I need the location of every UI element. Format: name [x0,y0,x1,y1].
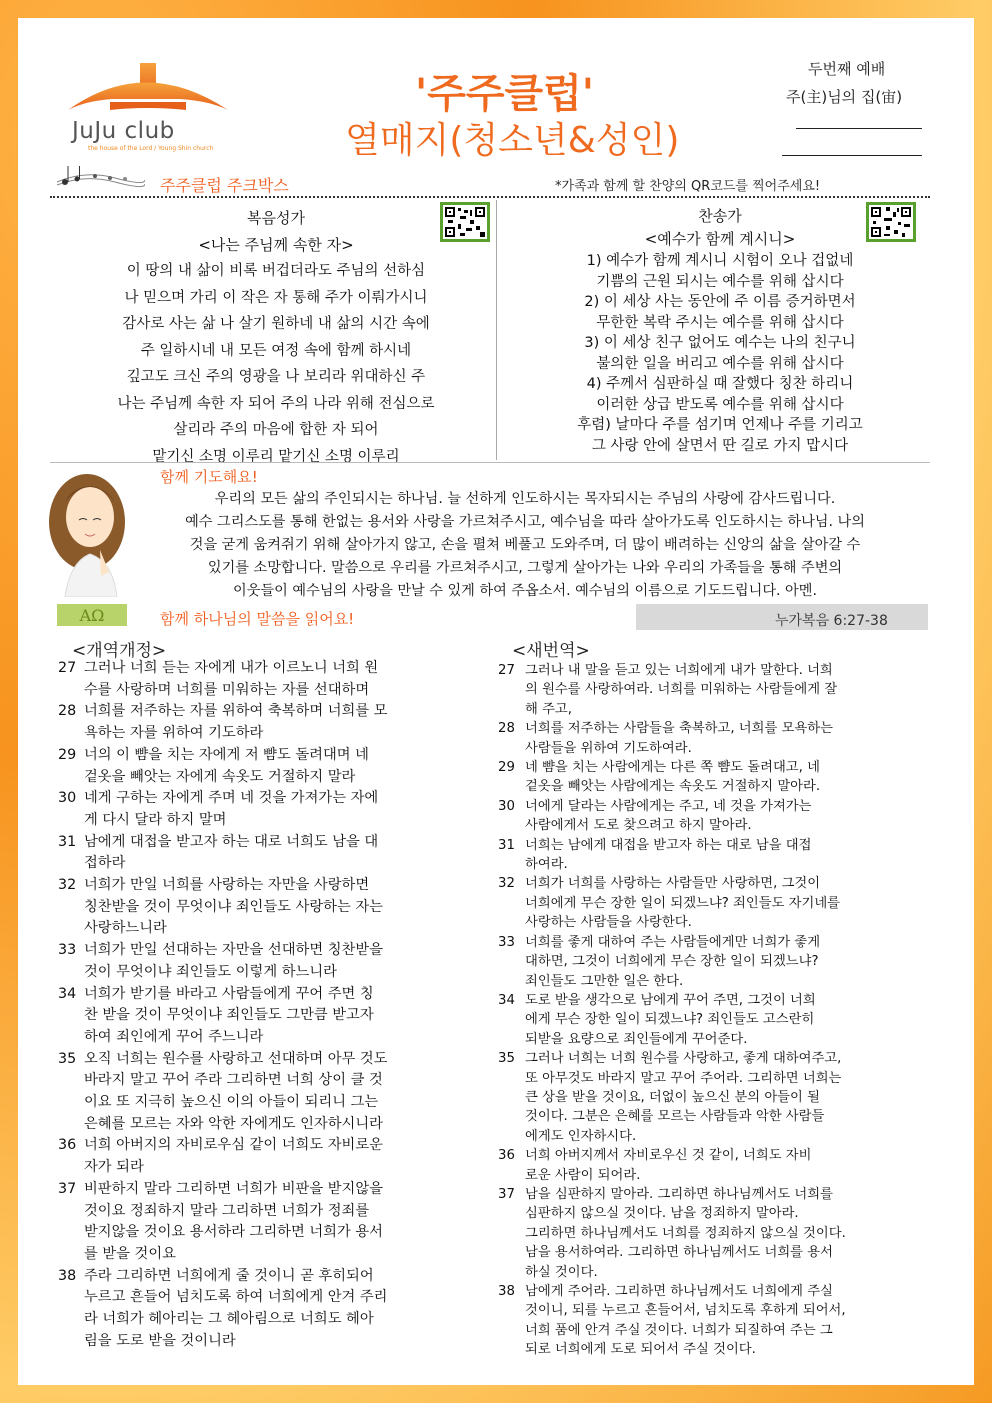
version-label-left: <개역개정> [72,641,167,661]
lyric-line: 그 사랑 안에 살면서 딴 길로 가지 맙시다 [591,437,849,454]
verse-text [84,832,483,875]
verse-text [525,1146,923,1185]
verse-item [58,1266,483,1353]
lyric-line: 2) 이 세상 사는 동안에 주 이름 증거하면서 [584,294,856,310]
verse-line: 너희가 만일 선대하는 자만을 선대하면 칭찬받을 [84,942,383,959]
verse-line: 심판하지 않으실 것이다. 남을 정죄하지 말아라. [525,1206,799,1222]
verse-line: 받지않을 것이요 용서하라 그리하면 너희가 용서 [84,1224,383,1241]
verse-line: 너에게 달라는 사람에게는 주고, 네 것을 가져가는 [525,798,812,814]
lyric-line: 불의한 일을 버리고 예수를 위해 삽시다 [596,355,844,372]
lyric-line: 주 일하시네 내 모든 여정 속에 함께 하시네 [140,342,412,359]
verse-item [58,658,483,701]
verse-text [525,836,923,875]
verse-number: 38 [498,1284,515,1299]
verse-line: 하여 죄인에게 꾸어 주느니라 [84,1028,264,1045]
verse-number: 33 [498,934,515,950]
prayer-line: 있기를 소망합니다. 말씀으로 우리를 가르쳐주시고, 그렇게 살아가는 나와 우리의 가족들을 통해 주변의 [207,560,843,576]
verse-text [525,719,923,758]
verse-line: 에게도 인자하시다. [525,1128,637,1144]
lyric-line: 깊고도 크신 주의 영광을 나 보리라 위대하신 주 [126,369,426,385]
verse-item [58,984,483,1049]
verse-item [498,1049,923,1146]
verse-line: 되로 너희에게 도로 되어서 주실 것이다. [525,1342,756,1358]
verses-right [498,661,923,1360]
alpha-omega-text: ΑΩ [79,606,105,625]
lyric-line: 1) 예수가 함께 계시니 시험이 오나 겁없네 [586,253,854,269]
verse-line: 해 주고, [525,701,572,717]
verse-line: 너희 품에 안겨 주실 것이다. 너희가 되질하여 주는 그 [525,1322,833,1338]
lyric-line: 감사로 사는 삶 나 살기 원하네 내 삶의 시간 속에 [122,316,430,332]
verse-number: 35 [58,1050,77,1067]
verse-number: 31 [498,837,515,853]
verse-text [84,658,483,701]
verse-text [525,874,923,932]
verse-number: 32 [58,877,77,894]
verse-text [525,991,923,1049]
verse-line: 것이니, 되를 누르고 흔들어서, 넘치도록 후하게 되어서, [525,1303,846,1319]
verse-line: 사랑하는 사람들을 사랑한다. [525,915,692,931]
verse-line: 그러나 내 말을 듣고 있는 너희에게 내가 말한다. 너희 [525,663,833,678]
divider [50,196,930,198]
verse-line: 자가 되라 [84,1159,144,1176]
verse-text [84,1049,483,1136]
verse-line: 은혜를 모르는 자와 악한 자에게도 인자하시니라 [84,1115,383,1132]
prayer-title: 함께 기도해요! [160,468,258,486]
scripture-reference: 누가복음 6:27-38 [775,613,888,629]
verse-line: 너희 아버지께서 자비로우신 것 같이, 너희도 자비 [525,1148,812,1164]
jukebox-note: *가족과 함께 할 찬양의 QR코드를 찍어주세요! [555,179,821,194]
verse-number: 27 [58,660,77,676]
verse-item [498,758,923,797]
verse-number: 37 [58,1180,77,1197]
verse-number: 29 [58,746,77,763]
lyric-line: 3) 이 세상 친구 없어도 예수는 나의 친구니 [584,335,856,351]
prayer-line: 이웃들이 예수님의 사랑을 만날 수 있게 하여 주옵소서. 예수님의 이름으로 기도드립니다. 아멘. [233,583,817,599]
verse-line: 하여라. [525,857,568,873]
verse-number: 31 [58,833,77,850]
verse-line: 남에게 대접을 받고자 하는 대로 너희도 남을 대 [84,833,379,850]
verse-text [525,758,923,797]
verse-number: 29 [498,760,515,776]
verse-line: 림을 도로 받을 것이니라 [84,1332,236,1349]
verse-text [525,797,923,836]
verse-line: 남을 용서하여라. 그리하면 하나님께서도 너희를 용서 [525,1245,833,1261]
page-subtitle: 열매지(청소년&성인) [345,120,680,161]
song-right [500,205,940,456]
verse-line: 죄인들도 그만한 일은 한다. [525,973,684,989]
verse-line: 주라 그리하면 너희에게 줄 것이니 곧 후히되어 [84,1267,374,1284]
verse-line: 욕하는 자를 위하여 기도하라 [84,725,264,742]
prayer-line: 것을 굳게 움켜쥐기 위해 살아가지 않고, 손을 펼쳐 베풀고 도와주며, 더 많이 배려하는 신앙의 삶을 살아갈 수 [189,537,861,553]
divider [50,462,930,463]
verse-line: 에게 무슨 장한 일이 되겠느냐? 죄인들도 고스란히 [525,1012,815,1028]
song-category: 찬송가 [698,207,742,225]
verse-line: 비판하지 말라 그리하면 너희가 비판을 받지않을 [84,1180,383,1197]
verse-line: 바라지 말고 꾸어 주라 그리하면 너희 상이 클 것 [84,1072,383,1089]
verse-text [84,745,483,788]
song-left [62,205,490,470]
verse-number: 35 [498,1051,515,1067]
verse-line: 접하라 [84,855,126,872]
verse-line: 너희를 좋게 대하여 주는 사람들에게만 너희가 좋게 [525,934,821,950]
verse-line: 사람에게서 도로 찾으려고 하지 말아라. [525,818,752,834]
verse-line: 되받을 요량으로 죄인들에게 꾸어준다. [525,1031,748,1047]
verse-item [498,836,923,875]
verse-item [498,1185,923,1282]
verse-number: 28 [58,703,77,720]
prayer-line: 우리의 모든 삶의 주인되시는 하나님. 늘 선하게 인도하시는 목자되시는 주님의 사랑에 감사드립니다. [214,491,836,507]
song-category: 복음성가 [247,209,305,227]
verse-number: 32 [498,876,515,892]
page-title: '주주클럽' [415,71,595,117]
lyric-line: 이러한 상급 받도록 예수를 위해 삽시다 [596,396,844,413]
verse-line: 누르고 흔들어 넘치도록 하여 너희에게 안겨 주리 [84,1289,388,1306]
verse-line: 너희에게 무슨 장한 일이 되겠느냐? 죄인들도 자기네를 [525,895,841,911]
word-title: 함께 하나님의 말씀을 읽어요! [160,610,355,628]
lyric-line: 나는 주님께 속한 자 되어 주의 나라 위해 전심으로 [117,395,435,412]
praying-girl-icon [45,462,135,597]
verse-line: 도로 받을 생각으로 남에게 꾸어 주면, 그것이 너희 [525,992,816,1008]
verse-line: 너희를 저주하는 사람들을 축복하고, 너희를 모욕하는 [525,721,833,737]
house-label: 주(主)님의 집(宙) [786,88,903,106]
verse-item [498,661,923,719]
verse-line: 로운 사람이 되어라. [525,1167,641,1183]
verse-item [58,788,483,831]
verse-text [525,661,923,719]
verse-item [498,719,923,758]
lyric-line: 이 땅의 내 삶이 비록 버겁더라도 주님의 선하심 [126,263,426,279]
song-title: <예수가 함께 계시니> [644,230,796,248]
lyric-line: 맡기신 소명 이루리 맡기신 소명 이루리 [152,448,400,465]
verse-text [525,933,923,991]
verse-number: 36 [498,1148,515,1164]
verse-number: 33 [58,942,77,959]
logo-text: JuJu club [72,118,175,144]
lyric-line: 살리라 주의 마음에 합한 자 되어 [173,422,379,438]
verse-number: 38 [58,1267,77,1284]
verse-line: 네게 구하는 자에게 주며 네 것을 가져가는 자에 [84,790,379,807]
blank-line [782,155,922,156]
verse-item [498,1146,923,1185]
verse-text [525,1185,923,1282]
verse-line: 것이다. 그분은 은혜를 모르는 사람들과 악한 사람들 [525,1109,825,1125]
lyric-line: 무한한 복락 주시는 예수를 위해 삽시다 [596,314,844,331]
verse-number: 34 [58,985,77,1002]
verse-line: 사람들을 위하여 기도하여라. [525,740,692,756]
alpha-omega-icon [57,604,127,626]
jukebox-title: 주주클럽 주크박스 [160,176,289,195]
verse-item [498,1282,923,1360]
verses-left [58,658,483,1353]
verse-item [58,1135,483,1178]
verse-text [84,1266,483,1353]
verse-line: 너희가 만일 너희를 사랑하는 자만을 사랑하면 [84,877,370,894]
verse-line: 큰 상을 받을 것이요, 더없이 높으신 분의 아들이 될 [525,1089,820,1105]
verse-line: 하실 것이다. [525,1264,598,1280]
verse-line: 그러나 너희는 너희 원수를 사랑하고, 좋게 대하여주고, [525,1051,842,1067]
service-label: 두번째 예배 [808,60,886,78]
verse-line: 겉옷을 빼앗는 사람에게는 속옷도 거절하지 말아라. [525,779,821,795]
lyric-line: 후렴) 날마다 주를 섬기며 언제나 주를 기리고 [577,417,863,433]
verse-text [84,1179,483,1266]
divider [496,200,497,460]
verse-number: 28 [498,721,515,737]
verse-line: 대하면, 그것이 너희에게 무슨 장한 일이 되겠느냐? [525,954,819,970]
verse-text [84,875,483,940]
verse-number: 37 [498,1186,515,1202]
verse-item [498,933,923,991]
verse-line: 또 아무것도 바라지 말고 꾸어 주어라. 그리하면 너희는 [525,1070,842,1086]
logo-subtext: the house of the Lord / Young Shin church [88,145,214,152]
verse-line: 사랑하느니라 [84,920,167,937]
verse-line: 너의 이 뺨을 치는 자에게 저 뺨도 돌려대며 네 [84,746,369,763]
verse-number: 34 [498,992,515,1008]
verse-text [84,1135,483,1178]
verse-line: 너희 아버지의 자비로우심 같이 너희도 자비로운 [84,1137,383,1154]
verse-item [498,991,923,1049]
verse-line: 너희가 받기를 바라고 사람들에게 꾸어 주면 칭 [84,985,374,1002]
verse-line: 수를 사랑하며 너희를 미워하는 자를 선대하며 [84,681,370,698]
verse-line: 것이요 정죄하지 말라 그리하면 너희가 정죄를 [84,1202,370,1219]
verse-text [84,701,483,744]
verse-item [58,701,483,744]
verse-text [84,940,483,983]
verse-line: 를 받을 것이요 [84,1245,176,1262]
lyric-line: 기쁨의 근원 되시는 예수를 위해 삽시다 [596,273,844,290]
verse-item [58,875,483,940]
verse-number: 30 [58,790,77,807]
lyric-line: 나 믿으며 가리 이 작은 자 통해 주가 이뤄가시니 [124,289,428,306]
verse-line: 의 원수를 사랑하여라. 너희를 미워하는 사람들에게 잘 [525,682,838,698]
prayer-line: 예수 그리스도를 통해 한없는 용서와 사랑을 가르쳐주시고, 예수님을 따라 살아가도록 인도하시는 하나님. 나의 [185,514,865,530]
verse-line: 너희가 너희를 사랑하는 사람들만 사랑하면, 그것이 [525,876,821,892]
verse-line: 칭찬받을 것이 무엇이냐 죄인들도 사랑하는 자는 [84,898,383,915]
verse-line: 것이 무엇이냐 죄인들도 이렇게 하느니라 [84,963,337,980]
verse-text [525,1282,923,1360]
verse-line: 오직 너희는 원수를 사랑하고 선대하며 아무 것도 [84,1050,388,1067]
verse-line: 찬 받을 것이 무엇이냐 죄인들도 그만큼 받고자 [84,1007,374,1024]
verse-line: 이요 또 지극히 높으신 이의 아들이 되리니 그는 [84,1094,379,1111]
verse-number: 27 [498,663,515,678]
verse-line: 라 너희가 헤아리는 그 헤아림으로 너희도 헤아 [84,1311,374,1328]
verse-item [58,1049,483,1136]
music-notes-icon [55,160,145,190]
verse-number: 30 [498,798,515,814]
version-label-right: <새번역> [512,641,590,661]
verse-line: 너희는 남에게 대접을 받고자 하는 대로 남을 대접 [525,837,812,853]
verse-line: 겉옷을 빼앗는 자에게 속옷도 거절하지 말라 [84,768,356,785]
qr-code-icon[interactable] [866,202,916,242]
verse-line: 너희를 저주하는 자를 위하여 축복하며 너희를 모 [84,703,388,720]
verse-line: 그리하면 하나님께서도 너희를 정죄하지 않으실 것이다. [525,1225,846,1241]
verse-item [58,832,483,875]
verse-line: 게 다시 달라 하지 말며 [84,811,227,828]
verse-text [525,1049,923,1146]
song-title: <나는 주님께 속한 자> [198,235,354,254]
verse-item [58,745,483,788]
prayer-text [130,488,920,603]
verse-line: 네 뺨을 치는 사람에게는 다른 쪽 뺨도 돌려대고, 네 [525,760,820,776]
lyric-line: 4) 주께서 심판하실 때 잘했다 칭찬 하리니 [586,376,854,392]
verse-line: 남을 심판하지 말아라. 그리하면 하나님께서도 너희를 [525,1186,833,1202]
verse-text [84,788,483,831]
verse-item [498,874,923,932]
verse-line: 그러나 너희 듣는 자에게 내가 이르노니 너희 원 [84,660,379,676]
verse-number: 36 [58,1137,77,1154]
verse-text [84,984,483,1049]
verse-item [58,1179,483,1266]
verse-line: 남에게 주어라. 그리하면 하나님께서도 너희에게 주실 [525,1284,833,1299]
qr-code-icon[interactable] [440,202,490,242]
verse-item [58,940,483,983]
blank-line [796,128,922,129]
verse-item [498,797,923,836]
